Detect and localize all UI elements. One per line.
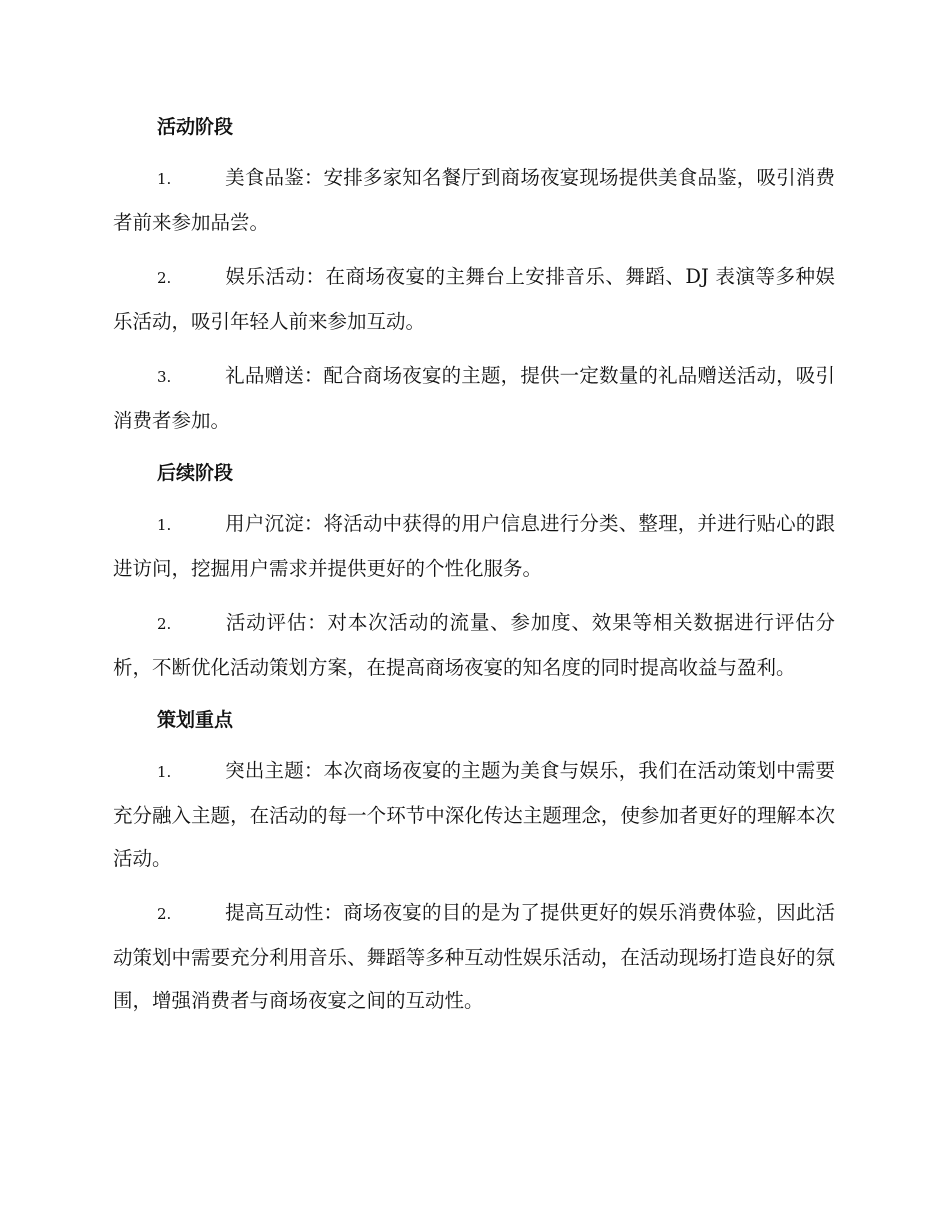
list-item [113, 354, 835, 442]
list-item-text: 用户沉淀：将活动中获得的用户信息进行分类、整理，并进行贴心的跟进访问，挖掘用户需求并提供更好的个性化服务。 [113, 512, 835, 580]
list-item [113, 502, 835, 590]
list-item [113, 891, 835, 1022]
list-item-text: 美食品鉴：安排多家知名餐厅到商场夜宴现场提供美食品鉴，吸引消费者前来参加品尝。 [113, 166, 835, 234]
list-item-number: 3. [157, 368, 172, 386]
list-item [113, 156, 835, 244]
section-heading: 后续阶段 [157, 462, 234, 484]
list-item [113, 749, 835, 880]
list-item-text: 礼品赠送：配合商场夜宴的主题，提供一定数量的礼品赠送活动，吸引消费者参加。 [113, 364, 835, 432]
list-item-text: 突出主题：本次商场夜宴的主题为美食与娱乐，我们在活动策划中需要充分融入主题，在活动的每一个环节中深化传达主题理念，使参加者更好的理解本次活动。 [113, 759, 835, 870]
list-item-number: 1. [157, 763, 172, 781]
list-item-number: 1. [157, 170, 172, 188]
section-follow-up-stage [113, 453, 835, 689]
list-item-text: 提高互动性：商场夜宴的目的是为了提供更好的娱乐消费体验，因此活动策划中需要充分利用音乐、舞蹈等多种互动性娱乐活动，在活动现场打造良好的氛围，增强消费者与商场夜宴之间的互动性。 [113, 901, 835, 1012]
list-item-number: 2. [157, 905, 172, 923]
list-item [113, 255, 835, 343]
section-activity-stage [113, 107, 835, 442]
document-body [113, 107, 835, 1033]
list-item-number: 2. [157, 615, 172, 633]
list-item [113, 601, 835, 689]
section-heading: 策划重点 [157, 709, 234, 731]
list-item-number: 2. [157, 269, 172, 287]
list-item-text: 娱乐活动：在商场夜宴的主舞台上安排音乐、舞蹈、DJ 表演等多种娱乐活动，吸引年轻人前来参加互动。 [113, 265, 835, 333]
section-planning-focus [113, 700, 835, 1022]
list-item-text: 活动评估：对本次活动的流量、参加度、效果等相关数据进行评估分析，不断优化活动策划方案，在提高商场夜宴的知名度的同时提高收益与盈利。 [113, 611, 835, 679]
section-heading: 活动阶段 [157, 116, 234, 138]
list-item-number: 1. [157, 516, 172, 534]
